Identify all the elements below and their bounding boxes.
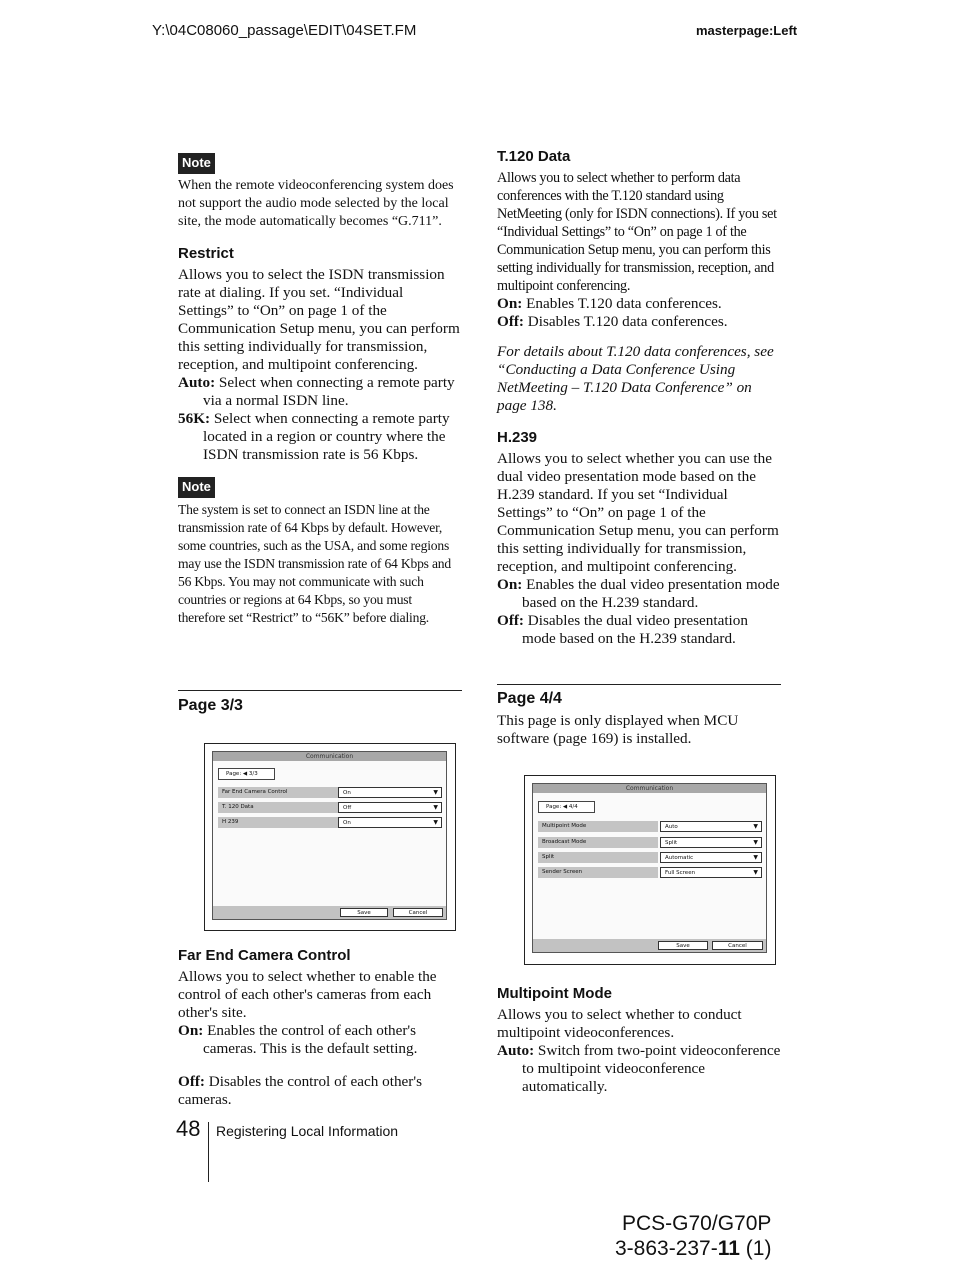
chevron-left-icon: ◀ (242, 771, 248, 777)
setting-row (538, 837, 762, 848)
h239-body: Allows you to select whether you can use the dual video presentation mode based on the H.239 standard. If you set “Individual Settings” to “On” on page 1 of the Communication Setup menu, you can perform this setting individually for transmission, reception, and multipoint conferencing. (497, 450, 779, 575)
term: Off: (497, 313, 524, 330)
page-indicator[interactable] (218, 768, 275, 780)
term: 56K: (178, 410, 211, 427)
menu-panel (212, 751, 447, 920)
multipoint-auto-definition (497, 1042, 781, 1096)
communication-screen-3 (204, 743, 456, 931)
page-value: 3/3 (248, 771, 258, 777)
term: On: (178, 1022, 204, 1039)
restrict-56k-definition (178, 410, 462, 464)
document-code (615, 1236, 771, 1261)
chevron-down-icon: ▼ (753, 823, 758, 830)
far-end-off-definition (178, 1073, 462, 1109)
setting-label: Split (538, 852, 658, 863)
select-value: Auto (665, 824, 678, 830)
left-column (178, 150, 462, 627)
t120-reference: For details about T.120 data conferences, see “Conducting a Data Conference Using NetMeeting – T.120 Data Conference” on page 138. (497, 343, 774, 414)
setting-row (538, 867, 762, 878)
setting-select[interactable] (660, 821, 762, 832)
button-bar (213, 906, 446, 919)
h239-off-definition (497, 612, 781, 648)
code-suffix: (1) (739, 1237, 772, 1260)
select-value: Off (343, 805, 352, 811)
definition: Enables the control of each other's cameras. This is the default setting. (203, 1022, 418, 1057)
select-value: On (343, 790, 351, 796)
setting-label: Sender Screen (538, 867, 658, 878)
term: On: (497, 295, 523, 312)
restrict-auto-definition (178, 374, 462, 410)
chevron-down-icon: ▼ (753, 869, 758, 876)
note-text: When the remote videoconferencing system does not support the audio mode selected by the local site, the mode automatically becomes “G.711”. (178, 178, 454, 229)
select-value: Automatic (665, 855, 694, 861)
h239-on-definition (497, 576, 781, 612)
page-indicator[interactable] (538, 801, 595, 813)
term: Off: (497, 612, 524, 629)
chevron-down-icon: ▼ (753, 839, 758, 846)
menu-title: Communication (213, 752, 446, 761)
page-4-section (497, 684, 781, 748)
definition: Select when connecting a remote party located in a region or country where the ISDN transmission rate is 56 Kbps. (203, 410, 450, 463)
cancel-button[interactable]: Cancel (712, 941, 763, 950)
save-button[interactable]: Save (340, 908, 388, 917)
communication-screen-4 (524, 775, 776, 965)
setting-label: T. 120 Data (218, 802, 338, 813)
button-bar (533, 939, 766, 952)
restrict-body: Allows you to select the ISDN transmission rate at dialing. If you set. “Individual Settings” to “On” on page 1 of the Communication Setup menu, you can perform this setting individually for transmission, reception, and multipoint conferencing. (178, 266, 460, 373)
term: Auto: (497, 1042, 535, 1059)
setting-row (218, 802, 442, 813)
select-value: On (343, 820, 351, 826)
setting-row (538, 821, 762, 832)
definition: Enables the dual video presentation mode based on the H.239 standard. (522, 576, 780, 611)
t120-on-definition (497, 295, 781, 313)
term: Auto: (178, 374, 216, 391)
select-value: Full Screen (665, 870, 696, 876)
definition: Disables the control of each other's cameras. (178, 1073, 422, 1108)
setting-select[interactable] (338, 787, 442, 798)
setting-label: Far End Camera Control (218, 787, 338, 798)
model-number: PCS-G70/G70P (622, 1212, 772, 1235)
term: On: (497, 576, 523, 593)
setting-select[interactable] (660, 852, 762, 863)
definition: Enables T.120 data conferences. (522, 295, 722, 312)
file-path: Y:\04C08060_passage\EDIT\04SET.FM (152, 22, 417, 39)
select-value: Split (665, 840, 678, 846)
code-edition: 11 (717, 1237, 740, 1260)
right-column (497, 148, 781, 648)
setting-row (218, 817, 442, 828)
setting-row (538, 852, 762, 863)
definition: Disables the dual video presentation mode based on the H.239 standard. (522, 612, 748, 647)
note-text: The system is set to connect an ISDN line at the transmission rate of 64 Kbps by default. However, some countries, such as the USA, and some regions may use the ISDN transmission rate of 64 Kbps and 56 Kbps. You may not communicate with such countries or regions at 64 Kbps, so you must therefore set “Restrict” to “56K” before dialing. (178, 502, 451, 625)
masterpage-label: masterpage:Left (696, 23, 798, 38)
restrict-heading: Restrict (178, 245, 234, 262)
page-label: Page: (226, 771, 242, 777)
chevron-down-icon: ▼ (433, 804, 438, 811)
multipoint-heading: Multipoint Mode (497, 985, 612, 1002)
setting-select[interactable] (338, 802, 442, 813)
far-end-on-definition (178, 1022, 462, 1058)
chevron-left-icon: ◀ (562, 804, 568, 810)
setting-select[interactable] (660, 867, 762, 878)
far-end-section (178, 933, 462, 1109)
chevron-down-icon: ▼ (433, 789, 438, 796)
setting-label: H 239 (218, 817, 338, 828)
page-value: 4/4 (568, 804, 578, 810)
definition: Disables T.120 data conferences. (524, 313, 728, 330)
t120-heading: T.120 Data (497, 148, 571, 165)
page-4-body: This page is only displayed when MCU software (page 169) is installed. (497, 712, 739, 747)
multipoint-section (497, 971, 781, 1096)
menu-panel (532, 783, 767, 953)
page-number: 48 (176, 1116, 201, 1141)
far-end-body: Allows you to select whether to enable the control of each other's cameras from each other's site. (178, 968, 437, 1021)
menu-title: Communication (533, 784, 766, 793)
page-label: Page: (546, 804, 562, 810)
cancel-button[interactable]: Cancel (393, 908, 443, 917)
note-badge: Note (178, 477, 215, 498)
footer-divider (208, 1122, 209, 1182)
definition: Switch from two-point videoconference to multipoint videoconference automatically. (522, 1042, 781, 1095)
setting-row (218, 787, 442, 798)
t120-body: Allows you to select whether to perform data conferences with the T.120 standard using NetMeeting (only for ISDN connections). If you set “Individual Settings” to “On” on page 1 of the Communication Setup menu, you can perform this setting individually for transmission, reception, and multipoint conferencing. (497, 170, 777, 294)
setting-label: Broadcast Mode (538, 837, 658, 848)
save-button[interactable]: Save (658, 941, 708, 950)
setting-select[interactable] (660, 837, 762, 848)
chevron-down-icon: ▼ (753, 854, 758, 861)
page-heading: Page 3/3 (178, 697, 243, 714)
term: Off: (178, 1073, 205, 1090)
note-badge: Note (178, 153, 215, 174)
setting-select[interactable] (338, 817, 442, 828)
multipoint-body: Allows you to select whether to conduct multipoint videoconferences. (497, 1006, 742, 1041)
page-heading: Page 4/4 (497, 690, 562, 707)
section-title: Registering Local Information (216, 1123, 399, 1139)
code-prefix: 3-863-237- (615, 1237, 718, 1260)
page-3-section (178, 690, 462, 716)
setting-label: Multipoint Mode (538, 821, 658, 832)
definition: Select when connecting a remote party via a normal ISDN line. (203, 374, 455, 409)
far-end-heading: Far End Camera Control (178, 947, 351, 964)
chevron-down-icon: ▼ (433, 819, 438, 826)
t120-off-definition (497, 313, 781, 331)
h239-heading: H.239 (497, 429, 538, 446)
